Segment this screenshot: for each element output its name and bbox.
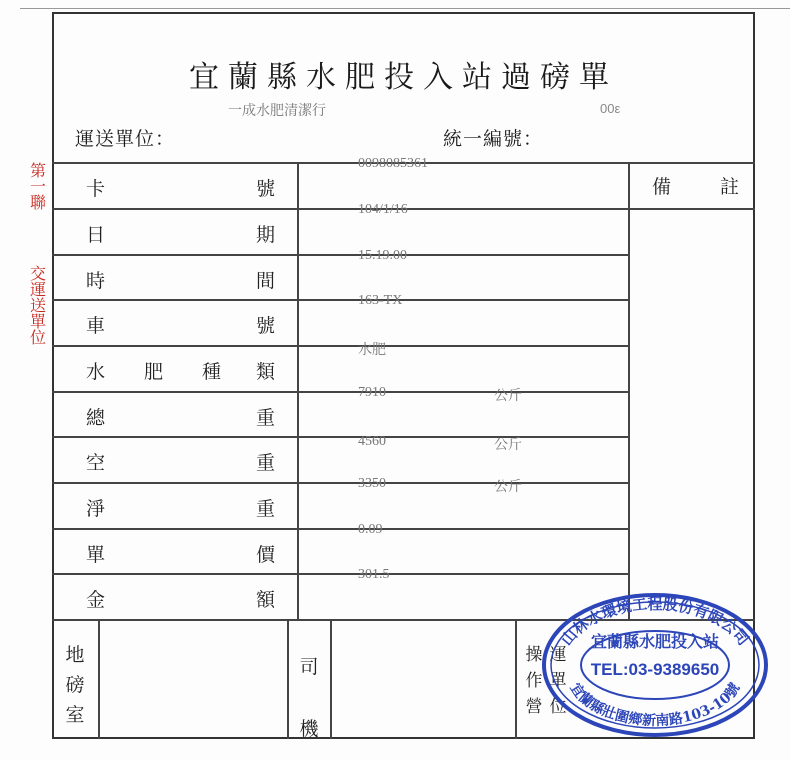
row-label xyxy=(58,573,298,617)
operator-char: 營 xyxy=(525,697,543,717)
row-label-right: 期 xyxy=(256,224,276,246)
row-label xyxy=(58,345,298,389)
row-label xyxy=(58,208,298,252)
stamp-address: 宜蘭縣壯圍鄉新南路103-10號 xyxy=(566,680,744,730)
row-label-left: 淨 xyxy=(86,498,106,520)
row-label-right: 重 xyxy=(256,498,276,520)
row-label xyxy=(58,162,298,206)
row-label xyxy=(58,528,298,572)
grid-line xyxy=(330,619,332,739)
operator-unit-char: 位 xyxy=(549,697,567,717)
company-stamp xyxy=(540,589,770,739)
tax-id-label: 統一編號： xyxy=(443,128,544,150)
serial-number: 00ε xyxy=(600,101,621,116)
row-value: 3350 xyxy=(358,476,386,491)
grid-line xyxy=(287,619,289,739)
grid-line xyxy=(628,162,630,619)
row-value: 15.19.00 xyxy=(358,248,407,263)
row-value: 0098085361 xyxy=(358,156,428,171)
row-value: 7910 xyxy=(358,385,386,400)
operator-char: 作 xyxy=(525,671,543,691)
driver-char: 司 xyxy=(299,656,319,678)
form-title: 宜蘭縣水肥投入站過磅單 xyxy=(189,60,618,95)
row-value: 4560 xyxy=(358,434,386,449)
row-label-right: 間 xyxy=(256,270,276,292)
operator-unit-char: 單 xyxy=(549,671,567,691)
vendor-name: 一成水肥清潔行 xyxy=(228,103,326,119)
remarks-label-left: 備 xyxy=(652,176,672,198)
stamp-company: 山林水環境工程股份有限公司 xyxy=(557,595,753,649)
remarks-label-right: 註 xyxy=(720,176,740,198)
grid-line xyxy=(515,619,517,739)
driver-char: 機 xyxy=(299,718,319,740)
row-label-right: 價 xyxy=(256,544,276,566)
weigh-room-label xyxy=(62,640,88,730)
row-label-left: 總 xyxy=(86,407,106,429)
copy-number-text: 第一聯 xyxy=(27,162,47,210)
weigh-room-char: 磅 xyxy=(65,674,85,696)
operator-unit-char: 運 xyxy=(549,645,567,665)
row-label-right: 號 xyxy=(256,315,276,337)
row-unit: 公斤 xyxy=(494,438,522,453)
row-label-right: 重 xyxy=(256,407,276,429)
row-unit: 公斤 xyxy=(494,389,522,404)
row-label-left: 時 xyxy=(86,270,106,292)
row-unit: 公斤 xyxy=(494,480,522,495)
row-label xyxy=(58,482,298,526)
row-label-left: 金 xyxy=(86,589,106,611)
row-value: 163-TX xyxy=(358,293,403,308)
row-value: 104/1/16 xyxy=(358,202,408,217)
row-label-left: 日 xyxy=(86,224,106,246)
weigh-room-char: 室 xyxy=(65,704,85,726)
row-value: 水肥 xyxy=(358,343,386,358)
driver-label xyxy=(296,636,322,760)
row-value: 301.5 xyxy=(358,567,390,582)
row-label xyxy=(58,391,298,435)
row-label-left: 單 xyxy=(86,544,106,566)
row-label xyxy=(58,436,298,480)
copy-number-note xyxy=(26,162,48,215)
purpose-text: 交運送單位 xyxy=(27,265,47,345)
row-label-left: 空 xyxy=(86,452,106,474)
grid-line xyxy=(628,208,755,210)
row-label-right: 額 xyxy=(256,589,276,611)
row-label-right: 號 xyxy=(256,178,276,200)
row-label xyxy=(58,254,298,298)
stamp-tel: TEL:03-9389650 xyxy=(590,660,720,679)
row-value: 0.09 xyxy=(358,522,383,537)
stamp-station: 宜蘭縣水肥投入站 xyxy=(590,632,720,651)
row-label-left: 卡 xyxy=(86,178,106,200)
row-label xyxy=(58,299,298,343)
weigh-room-char: 地 xyxy=(65,644,85,666)
purpose-note xyxy=(26,265,48,350)
row-label-left: 車 xyxy=(86,315,106,337)
top-rule xyxy=(20,8,790,9)
row-label-right: 重 xyxy=(256,452,276,474)
row-label-right: 類 xyxy=(256,361,276,383)
row-label-left: 水 肥 種 xyxy=(86,361,232,383)
carrier-label: 運送單位： xyxy=(75,128,176,150)
grid-line xyxy=(98,619,100,739)
operator-char: 操 xyxy=(525,645,543,665)
